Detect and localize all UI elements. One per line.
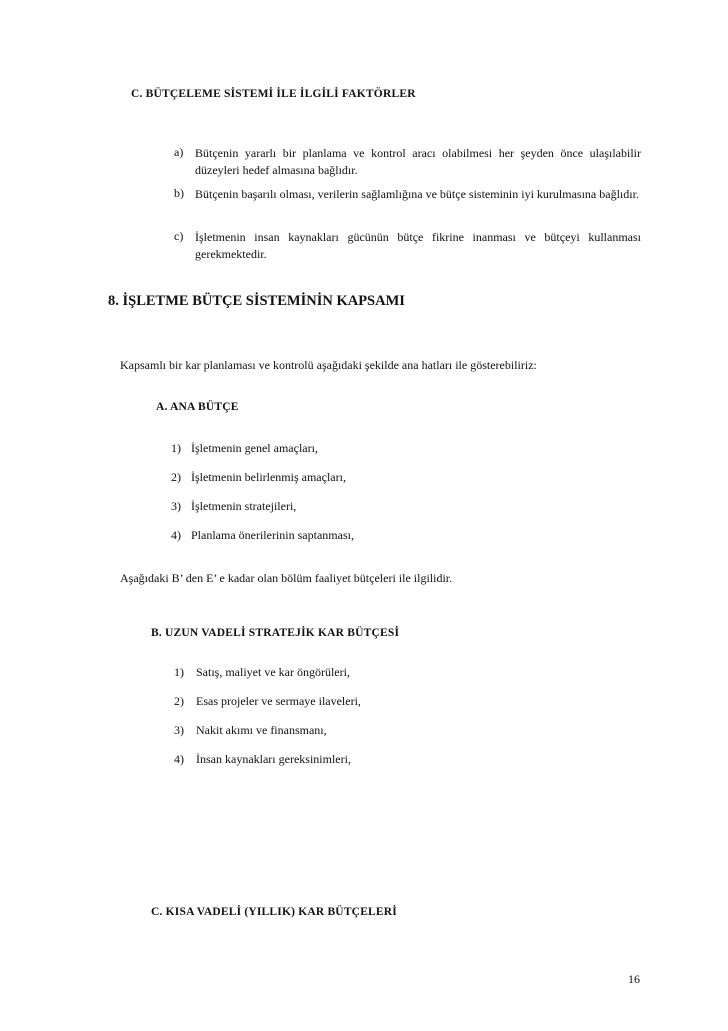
list-item: Planlama önerilerinin saptanması, bbox=[191, 528, 354, 542]
page-number: 16 bbox=[628, 972, 640, 986]
factor-c-letter: c) bbox=[174, 229, 184, 243]
list-item-number: 1) bbox=[171, 441, 181, 455]
list-item-number: 3) bbox=[171, 499, 181, 513]
section-a-heading: A. ANA BÜTÇE bbox=[156, 401, 239, 413]
section-c-heading: C. BÜTÇELEME SİSTEMİ İLE İLGİLİ FAKTÖRLER bbox=[131, 88, 416, 100]
factor-b-text: Bütçenin başarılı olması, verilerin sağlamlığına ve bütçe sisteminin iyi kurulmasına bağlıdır. bbox=[195, 187, 639, 201]
factor-b-letter: b) bbox=[174, 186, 184, 200]
list-item-number: 4) bbox=[174, 752, 184, 766]
main-heading: 8. İŞLETME BÜTÇE SİSTEMİNİN KAPSAMI bbox=[108, 293, 405, 309]
factor-c-text: İşletmenin insan kaynakları gücünün bütçe fikrine inanması ve bütçeyi kullanması gerekmektedir. bbox=[195, 230, 641, 261]
list-item: Nakit akımı ve finansmanı, bbox=[196, 723, 327, 737]
list-item-number: 1) bbox=[174, 665, 184, 679]
list-item: Satış, maliyet ve kar öngörüleri, bbox=[196, 665, 350, 679]
section-c2-heading: C. KISA VADELİ (YILLIK) KAR BÜTÇELERİ bbox=[151, 906, 397, 918]
factor-a-text: Bütçenin yararlı bir planlama ve kontrol aracı olabilmesi her şeyden önce ulaşılabilir düzeyleri hedef almasına bağlıdır. bbox=[195, 146, 641, 177]
list-item: Esas projeler ve sermaye ilaveleri, bbox=[196, 694, 361, 708]
list-item-number: 2) bbox=[171, 470, 181, 484]
intro-text: Kapsamlı bir kar planlaması ve kontrolü aşağıdaki şekilde ana hatları ile gösterebiliriz: bbox=[120, 358, 537, 372]
list-item-number: 3) bbox=[174, 723, 184, 737]
section-b-heading: B. UZUN VADELİ STRATEJİK KAR BÜTÇESİ bbox=[151, 627, 400, 639]
list-item: İşletmenin genel amaçları, bbox=[191, 441, 318, 455]
list-item: İşletmenin stratejileri, bbox=[191, 499, 297, 513]
factor-a-letter: a) bbox=[174, 145, 184, 159]
list-item: İşletmenin belirlenmiş amaçları, bbox=[191, 470, 346, 484]
b-to-e-note: Aşağıdaki B’ den E’ e kadar olan bölüm faaliyet bütçeleri ile ilgilidir. bbox=[120, 571, 453, 585]
list-item: İnsan kaynakları gereksinimleri, bbox=[196, 752, 351, 766]
list-item-number: 4) bbox=[171, 528, 181, 542]
list-item-number: 2) bbox=[174, 694, 184, 708]
